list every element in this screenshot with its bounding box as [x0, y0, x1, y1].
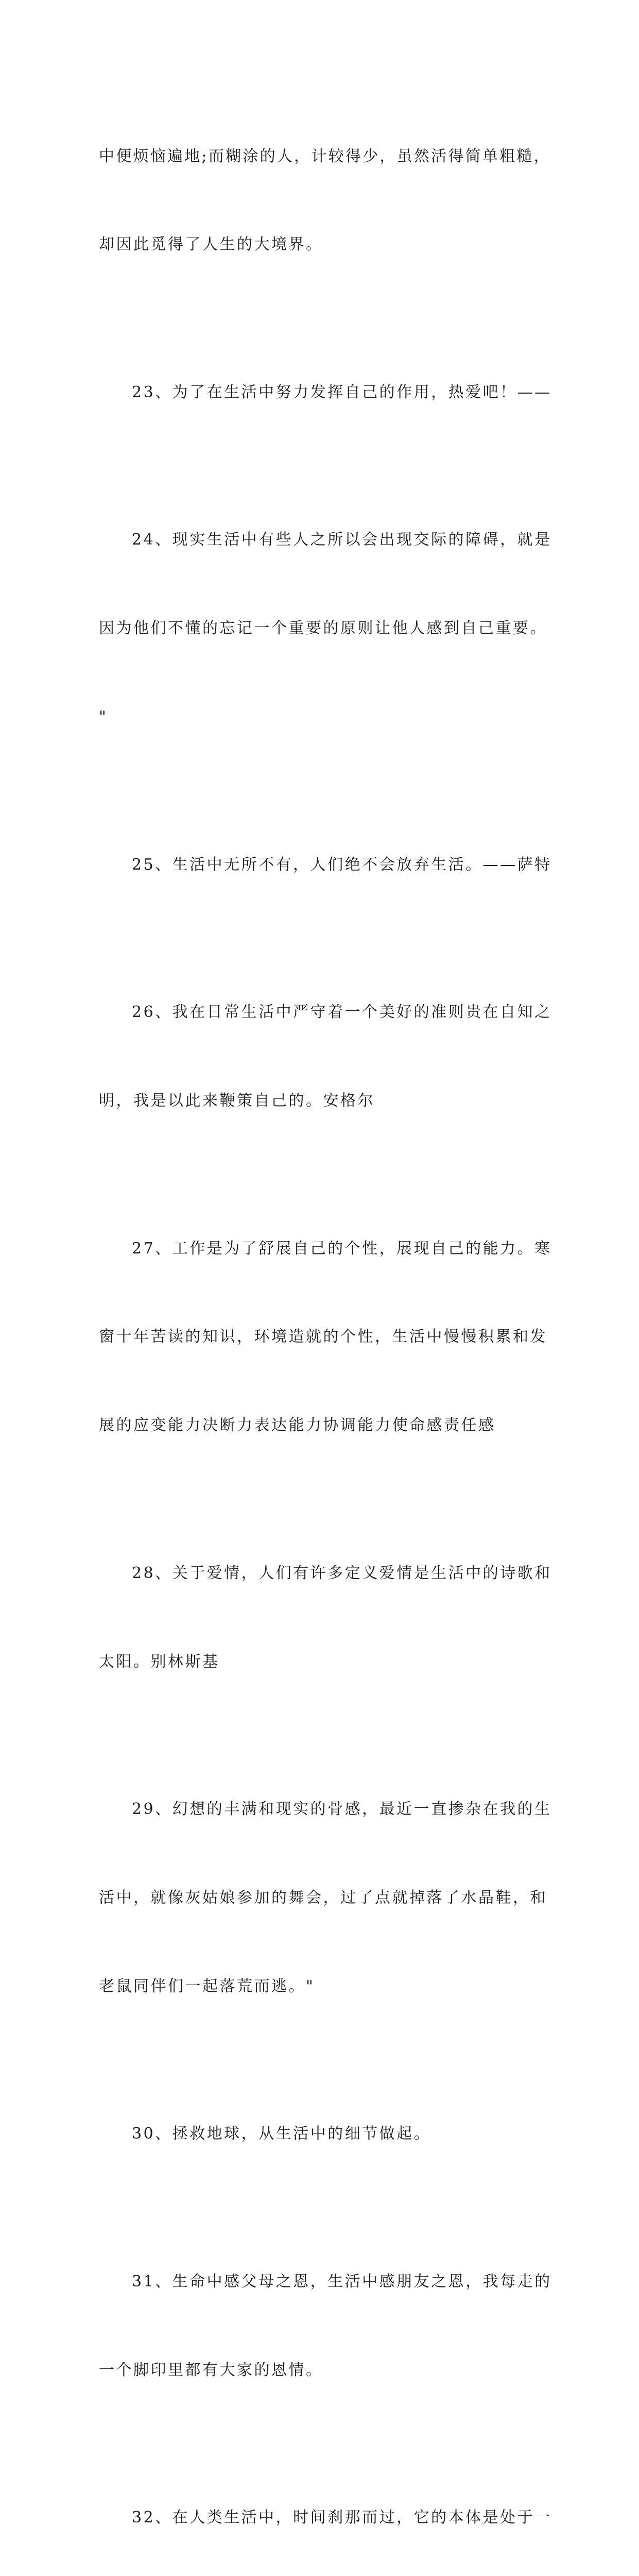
- text-line: 32、在人类生活中，时间刹那而过，它的本体是处于一: [132, 2509, 552, 2527]
- text-line: 明，我是以此来鞭策自己的。安格尔: [99, 1092, 375, 1110]
- document-body: [99, 82, 552, 2576]
- paragraph-31: [99, 2208, 552, 2444]
- text-line: 28、关于爱情，人们有许多定义爱情是生活中的诗歌和: [132, 1564, 552, 1582]
- paragraph-30: [99, 2060, 552, 2208]
- text-line: 却因此觅得了人生的大境界。: [99, 235, 323, 254]
- text-line: 老鼠同伴们一起落荒而逃。": [99, 1977, 315, 1995]
- text-line: 31、生命中感父母之恩，生活中感朋友之恩，我每走的: [132, 2272, 552, 2291]
- text-line: 太阳。别林斯基: [99, 1652, 220, 1671]
- text-line: 23、为了在生活中努力发挥自己的作用，热爱吧！——: [132, 383, 552, 401]
- paragraph-27: [99, 1175, 552, 1499]
- text-line: 窗十年苦读的知识，环境造就的个性，生活中慢慢积累和发: [99, 1328, 547, 1346]
- paragraph-26: [99, 939, 552, 1175]
- text-line: 30、拯救地球，从生活中的细节做起。: [132, 2125, 431, 2143]
- text-line: 因为他们不懂的忘记一个重要的原则让他人感到自己重要。: [99, 619, 547, 638]
- text-line: 27、工作是为了舒展自己的个性，展现自己的能力。寒: [132, 1239, 552, 1258]
- text-line: 一个脚印里都有大家的恩情。: [99, 2361, 323, 2379]
- paragraph-24: [99, 466, 552, 791]
- text-line: 中便烦恼遍地;而糊涂的人，计较得少，虽然活得简单粗糙，: [99, 147, 551, 165]
- text-line: 29、幻想的丰满和现实的骨感，最近一直掺杂在我的生: [132, 1800, 552, 1819]
- text-line: 展的应变能力决断力表达能力协调能力使命感责任感: [99, 1416, 496, 1435]
- paragraph-25: [99, 791, 552, 938]
- text-line: ": [99, 708, 108, 726]
- text-line: 25、生活中无所不有，人们绝不会放弃生活。——萨特: [132, 855, 552, 874]
- text-line: 活中，就像灰姑娘参加的舞会，过了点就掉落了水晶鞋，和: [99, 1889, 547, 1907]
- text-line: 24、现实生活中有些人之所以会出现交际的障碍，就是: [132, 531, 552, 549]
- paragraph-29: [99, 1736, 552, 2060]
- paragraph-23: [99, 318, 552, 466]
- paragraph-continued: [99, 82, 552, 318]
- text-line: 26、我在日常生活中严守着一个美好的准则贵在自知之: [132, 1003, 552, 1022]
- paragraph-32: [99, 2444, 552, 2576]
- paragraph-28: [99, 1499, 552, 1735]
